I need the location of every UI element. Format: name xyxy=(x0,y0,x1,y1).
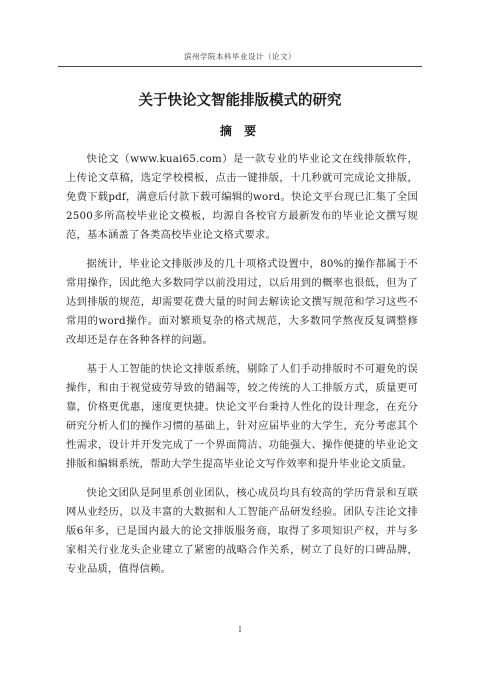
document-title: 关于快论文智能排版模式的研究 xyxy=(138,93,342,109)
page-number: I xyxy=(238,626,242,634)
abstract-paragraph-3: 基于人工智能的快论文排版系统，剔除了人们手动排版时不可避免的误操作，和由于视觉疲劳导致的错漏等，较之传统的人工排版方式，质量更可靠，价格更优惠，速度更快捷。快论文平台秉持人性化的设计理念，在充分研究分析人们的操作习惯的基础上，针对应届毕业的大学生，充分考虑其个性需求，设计并开发完成了一个界面简洁、功能强大、操作便捷的毕业论文排版和编辑系统，帮助大学生提高毕业论文写作效率和提升毕业论文质量。 xyxy=(66,363,418,470)
abstract-body xyxy=(66,150,418,589)
header-rule xyxy=(58,66,422,67)
abstract-paragraph-2: 据统计，毕业论文排版涉及的几十项格式设置中，80%的操作都属于不常用操作，因此绝大多数同学以前没用过，以后用到的概率也很低，但为了达到排版的规范，却需要花费大量的时间去解读论文撰写规范和学习这些不常用的word操作。面对繁琐复杂的格式规范，大多数同学熬夜反复调整修改却还是存在各种各样的问题。 xyxy=(66,258,418,346)
running-header: 滨州学院本科毕业设计（论文） xyxy=(184,52,296,61)
abstract-heading: 摘 要 xyxy=(219,124,261,138)
abstract-paragraph-4: 快论文团队是阿里系创业团队，核心成员均具有较高的学历背景和互联网从业经历，以及丰富的大数据和人工智能产品研发经验。团队专注论文排版6年多，已是国内最大的论文排版服务商，取得了多项知识产权，并与多家相关行业龙头企业建立了紧密的战略合作关系，树立了良好的口碑品牌，专业品质，值得信赖。 xyxy=(66,487,418,575)
abstract-paragraph-1: 快论文（www.kuai65.com）是一款专业的毕业论文在线排版软件，上传论文草稿，选定学校模板，点击一键排版，十几秒就可完成论文排版，免费下载pdf，满意后付款下载可编辑的word。快论文平台现已汇集了全国2500多所高校毕业论文模板，均源自各校官方最新发布的毕业论文撰写规范，基本涵盖了各类高校毕业论文格式要求。 xyxy=(66,153,418,241)
